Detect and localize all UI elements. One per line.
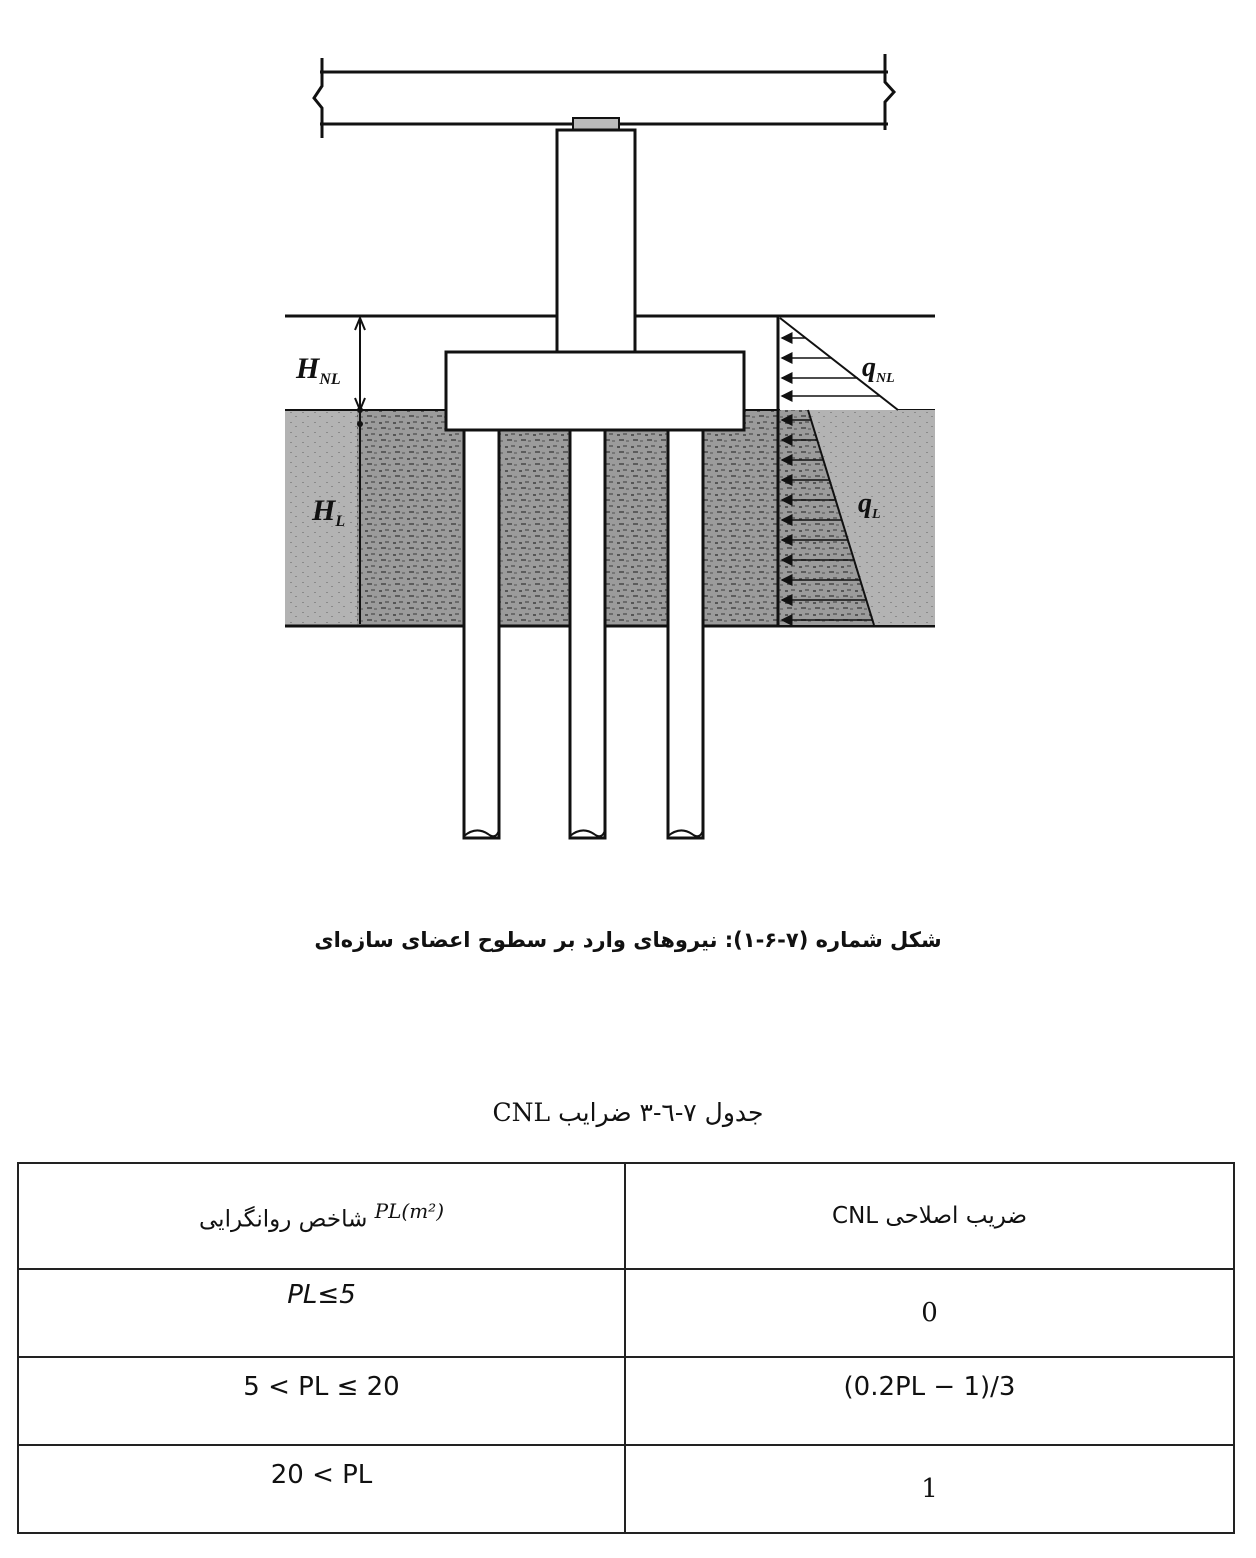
condition-cell: 5 < PL ≤ 20 [18,1357,625,1445]
header-correction-coefficient [625,1163,1234,1269]
condition-cell: 20 < PL [18,1445,625,1533]
header-pl-symbol: PL(m²) [374,1199,444,1224]
table-header-row [18,1163,1234,1269]
coefficient-cell: (0.2PL − 1)/3 [625,1357,1234,1445]
piles [464,430,703,838]
cnl-coefficient-table [17,1162,1235,1534]
q-nl-label: $q_{NL}$ [862,352,895,386]
h-l-label: $H_L$ [312,494,346,530]
header-liquefaction-text: شاخص روانگرایی [199,1206,368,1233]
header-correction-text: ضریب اصلاحی CNL [832,1203,1027,1229]
table-row [18,1357,1234,1445]
pier-column [557,130,635,354]
pressure-diagram [778,316,935,625]
figure-caption: شکل شماره (۷-۶-۱): نیروهای وارد بر سطوح اعضای سازه‌ای [314,928,942,952]
table-row [18,1445,1234,1533]
h-nl-label: $H_{NL}$ [296,352,341,388]
coefficient-cell: 0 [625,1269,1234,1357]
header-liquefaction-index [18,1163,625,1269]
table-row [18,1269,1234,1357]
bearing-pad [573,118,619,130]
q-l-label: $q_L$ [858,488,881,522]
pile-cap [446,352,744,430]
condition-cell: PL≤5 [18,1269,625,1357]
coefficient-cell: 1 [625,1445,1234,1533]
table-title: جدول ۷-٦-۳ ضرایب CNL [492,1098,764,1127]
